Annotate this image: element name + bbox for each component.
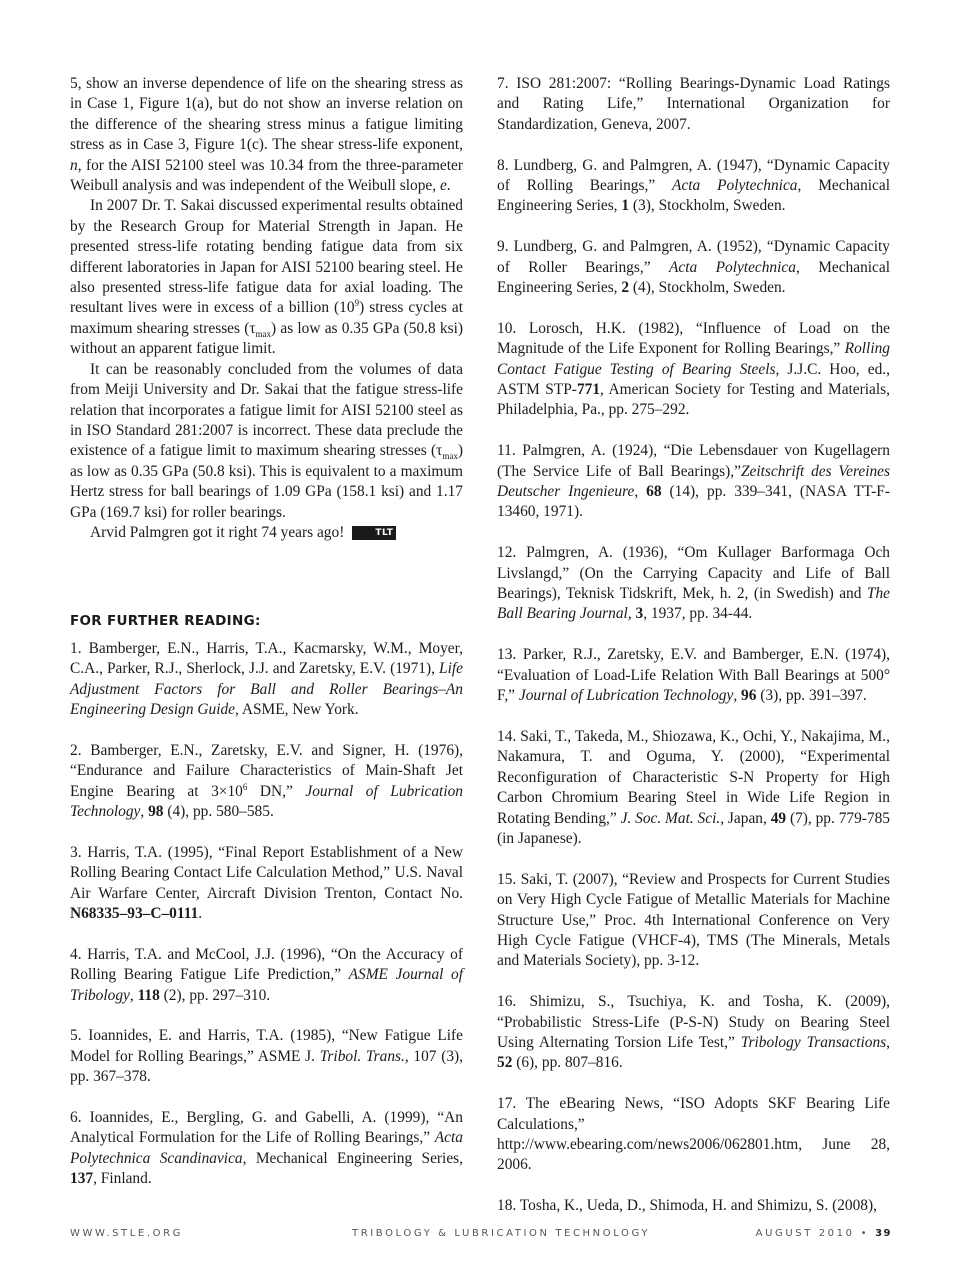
reference-4: 4. Harris, T.A. and McCool, J.J. (1996), “On the Accuracy of Rolling Bearing Fatigue Life Prediction,” ASME Journal of Tribology, 118 (2), pp. 297–310.: [70, 945, 463, 1004]
reference-9: 9. Lundberg, G. and Palmgren, A. (1952), “Dynamic Capacity of Roller Bearings,” Acta Polytechnica, Mechanical Engineering Series, 2 (4), Stockholm, Sweden.: [497, 238, 890, 297]
reference-2: 2. Bamberger, E.N., Zaretsky, E.V. and Signer, H. (1976), “Endurance and Failure Characteristics of Main-Shaft Jet Engine Bearing at $3\times 10^6$ DN,” Journal of Lubrication Technology, 98 (4), pp. 580–585.: [70, 741, 463, 820]
reference-1: 1. Bamberger, E.N., Harris, T.A., Kacmarsky, W.M., Moyer, C.A., Parker, R.J., Sherlock, J.J. and Zaretsky, E.V. (1971), Life Adjustment Factors for Ball and Roller Bearings–An Engineering Design Guide, ASME, New York.: [70, 639, 463, 718]
reference-3: 3. Harris, T.A. (1995), “Final Report Establishment of a New Rolling Bearing Contact Life Calculation Method,” U.S. Naval Air Warfare Center, Aircraft Division Trenton, Contact No. N68335–93–C–0111.: [70, 843, 463, 922]
footer-issue-date: AUGUST 2010: [755, 1228, 855, 1239]
left-column: [70, 74, 463, 1190]
reference-15: 15. Saki, T. (2007), “Review and Prospects for Current Studies on Very High Cycle Fatigue of Metallic Materials for Machine Structure Use,” Proc. 4th International Conference on Very High Cycle Fatigue (VHCF-4), TMS (The Minerals, Metals and Materials Society), pp. 3-12.: [497, 870, 890, 970]
reference-17: 17. The eBearing News, “ISO Adopts SKF Bearing Life Calculations,” http://www.ebearing.com/news2006/062801.htm, June 28, 2006.: [497, 1095, 890, 1174]
reference-6: 6. Ioannides, E., Bergling, G. and Gabelli, A. (1999), “An Analytical Formulation for the Life of Rolling Bearings,” Acta Polytechnica Scandinavica, Mechanical Engineering Series, 137, Finland.: [70, 1109, 463, 1188]
reference-10: 10. Lorosch, H.K. (1982), “Influence of Load on the Magnitude of the Life Exponent for Rolling Bearings,” Rolling Contact Fatigue Testing of Bearing Steels, J.J.C. Hoo, ed., ASTM STP-771, American Society for Testing and Materials, Philadelphia, Pa., pp. 275–292.: [497, 319, 890, 419]
body-paragraph-2: In 2007 Dr. T. Sakai discussed experimental results obtained by the Research Group for Material Strength in Japan. He presented stress-life rotating bending fatigue data from six different laboratories in Japan for AISI 52100 bearing steel. He also presented stress-life fatigue data for axial loading. The resultant lives were in excess of a billion $(10^9)$ stress cycles at maximum shearing stresses $(\tau_{max})$ as low as 0.35 GPa (50.8 ksi) without an apparent fatigue limit.: [70, 197, 463, 358]
tlt-logo-badge: TLT: [352, 526, 396, 540]
reference-5: 5. Ioannides, E. and Harris, T.A. (1985), “New Fatigue Life Model for Rolling Bearings,” ASME J. Tribol. Trans., 107 (3), pp. 367–378.: [70, 1027, 464, 1086]
right-column: [497, 74, 890, 1217]
footer-website: WWW.STLE.ORG: [70, 1228, 183, 1239]
footer-separator: •: [860, 1228, 870, 1239]
reference-11: 11. Palmgren, A. (1924), “Die Lebensdauer von Kugellagern (The Service Life of Ball Bearings),”Zeitschrift des Vereines Deutscher Ingenieure, 68 (14), pp. 339–341, (NASA TT-F-13460, 1971).: [497, 442, 890, 521]
reference-13: 13. Parker, R.J., Zaretsky, E.V. and Bamberger, E.N. (1974), “Evaluation of Load-Life Relation With Ball Bearings at 500° F,” Journal of Lubrication Technology, 96 (3), pp. 391–397.: [497, 646, 890, 705]
further-reading-heading: FOR FURTHER READING:: [70, 613, 261, 630]
page-number: 39: [875, 1228, 892, 1239]
reference-7: 7. ISO 281:2007: “Rolling Bearings-Dynamic Load Ratings and Rating Life,” International Organization for Standardization, Geneva, 2007.: [497, 75, 890, 133]
reference-16: 16. Shimizu, S., Tsuchiya, K. and Tosha, K. (2009), “Probabilistic Stress-Life (P-S-N) Study on Bearing Steel Using Alternating Torsion Life Test,” Tribology Transactions, 52 (6), pp. 807–816.: [497, 993, 890, 1072]
reference-14: 14. Saki, T., Takeda, M., Shiozawa, K., Ochi, Y., Nakajima, M., Nakamura, T. and Oguma, Y. (2000), “Experimental Reconfiguration of Characteristic S-N Property for High Carbon Chromium Bearing Steel in Wide Life Region in Rotating Bending,” J. Soc. Mat. Sci., Japan, 49 (7), pp. 779-785 (in Japanese).: [497, 727, 890, 847]
reference-18: 18. Tosha, K., Ueda, D., Shimoda, H. and Shimizu, S. (2008),: [497, 1197, 877, 1215]
body-paragraph-1: 5, show an inverse dependence of life on the shearing stress as in Case 1, Figure 1(a), but do not show an inverse relation on the difference of the shearing stress minus a fatigue limiting stress as in Case 3, Figure 1(c). The shear stress-life exponent, n, for the AISI 52100 steel was 10.34 from the three-parameter Weibull analysis and was independent of the Weibull slope, e.: [70, 75, 463, 195]
reference-8: 8. Lundberg, G. and Palmgren, A. (1947), “Dynamic Capacity of Rolling Bearings,” Acta Polytechnica, Mechanical Engineering Series, 1 (3), Stockholm, Sweden.: [497, 156, 891, 215]
reference-12: 12. Palmgren, A. (1936), “Om Kullager Barformaga Och Livslangd,” (On the Carrying Capacity and Life of Ball Bearings), Teknisk Tidskrift, Mek, h. 2, (in Swedish) and The Ball Bearing Journal, 3, 1937, pp. 34-44.: [497, 544, 890, 623]
body-paragraph-3: It can be reasonably concluded from the volumes of data from Meiji University and Dr. Sakai that the fatigue stress-life relation that incorporates a fatigue limit for AISI 52100 steel as in ISO Standard 281:2007 is incorrect. These data preclude the existence of a fatigue limit to maximum shearing stresses $(\tau_{max})$ as low as 0.35 GPa (50.8 ksi). This is equivalent to a maximum Hertz stress for ball bearings of 1.09 GPa (158.1 ksi) and 1.17 GPa (169.7 ksi) for roller bearings.: [70, 360, 463, 521]
footer-issue: [756, 1228, 892, 1239]
body-paragraph-4: Arvid Palmgren got it right 74 years ago! TLT: [70, 523, 463, 543]
footer-publication: TRIBOLOGY & LUBRICATION TECHNOLOGY: [352, 1228, 651, 1239]
